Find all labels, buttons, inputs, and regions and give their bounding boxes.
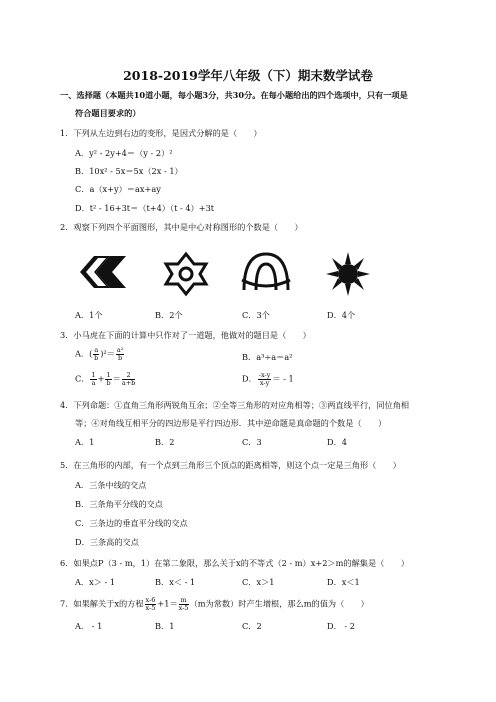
q3-option-c: C． $\frac{1}{a}$ + $\frac{1}{b}$ ＝ $\frac{2}{a+b}$ bbox=[75, 371, 136, 387]
question-5-stem: 5．在三角形的内部，有一个点到三角形三个顶点的距离相等，则这个点一定是三角形（ ） bbox=[60, 460, 401, 470]
q7-option-d: D． - 2 bbox=[327, 621, 355, 631]
q5-option-a: A．三条中线的交点 bbox=[75, 480, 147, 490]
question-1-stem: 1．下列从左边到右边的变形，是因式分解的是（ ） bbox=[60, 128, 262, 138]
section-heading: 一、选择题（本题共10道小题，每小题3分，共30分。在每小题给出的四个选项中，只有一项是 bbox=[60, 90, 408, 100]
q3-option-d: D． $\frac{-x-y}{x-y}$ ＝ - 1 bbox=[242, 371, 294, 387]
q1-option-b: B．10x² - 5x＝5x（2x - 1） bbox=[75, 166, 183, 176]
question-2-stem: 2．观察下列四个平面图形，其中是中心对称图形的个数是（ ） bbox=[60, 222, 303, 232]
q6-option-a: A．x＞ - 1 bbox=[75, 577, 116, 587]
q7-option-b: B．1 bbox=[155, 621, 175, 631]
q6-option-b: B．x＜ - 1 bbox=[155, 577, 196, 587]
page-title: 2018-2019学年八年级（下）期末数学试卷 bbox=[123, 68, 373, 83]
q2-option-b: B．2个 bbox=[155, 310, 183, 320]
q7-option-c: C．2 bbox=[242, 621, 262, 631]
q3-option-a: A．( $\frac{a}{b}$ )²＝ $\frac{\text{a²}}{b}$ bbox=[75, 346, 124, 362]
question-4-line1: 4．下列命题：①直角三角形两锐角互余；②全等三角形的对应角相等；③两直线平行，同位角相 bbox=[60, 400, 410, 410]
q4-option-d: D．4 bbox=[327, 437, 347, 447]
q6-option-c: C．x＞1 bbox=[242, 577, 275, 587]
q5-option-b: B．三条角平分线的交点 bbox=[75, 499, 163, 509]
q1-option-a: A．y² - 2y+4＝（y - 2）² bbox=[75, 148, 173, 158]
q4-option-c: C．3 bbox=[242, 437, 262, 447]
question-6-stem: 6．如果点P（3 - m，1）在第二象限，那么关于x的不等式（2 - m）x+2＞m的解集是（ ） bbox=[60, 558, 409, 568]
q2-option-c: C．3个 bbox=[242, 310, 270, 320]
q3-option-b: B．a³÷a＝a² bbox=[242, 352, 293, 362]
q4-option-b: B．2 bbox=[155, 437, 175, 447]
question-3-stem: 3．小马虎在下面的计算中只作对了一道题，他做对的题目是（ ） bbox=[60, 330, 311, 340]
suzuki-logo-figure bbox=[72, 250, 134, 294]
section-heading-cont: 符合题目要求的） bbox=[75, 108, 141, 118]
sun-figure bbox=[320, 250, 376, 298]
q1-option-c: C．a（x+y）＝ax+ay bbox=[75, 184, 161, 194]
q2-option-a: A．1个 bbox=[75, 310, 103, 320]
q5-option-d: D．三条高的交点 bbox=[75, 537, 139, 547]
question-7-stem: 7．如果解关于x的方程 $\frac{x-6}{x-5}$ +1＝ $\frac{m}{x-5}$ （m为常数）时产生增根，那么m的值为（ ） bbox=[60, 596, 369, 612]
q5-option-c: C．三条边的垂直平分线的交点 bbox=[75, 518, 188, 528]
arch-bird-figure bbox=[236, 250, 296, 298]
hexagonal-flower-figure bbox=[155, 250, 217, 298]
q4-option-a: A．1 bbox=[75, 437, 95, 447]
q6-option-d: D．x＜1 bbox=[327, 577, 360, 587]
q2-option-d: D．4个 bbox=[327, 310, 356, 320]
q7-option-a: A． - 1 bbox=[75, 621, 103, 631]
question-4-line2: 等；④对角线互相平分的四边形是平行四边形．其中逆命题是真命题的个数是（ ） bbox=[75, 418, 387, 428]
q1-option-d: D．t² - 16+3t＝（t+4）（t - 4）+3t bbox=[75, 203, 215, 213]
